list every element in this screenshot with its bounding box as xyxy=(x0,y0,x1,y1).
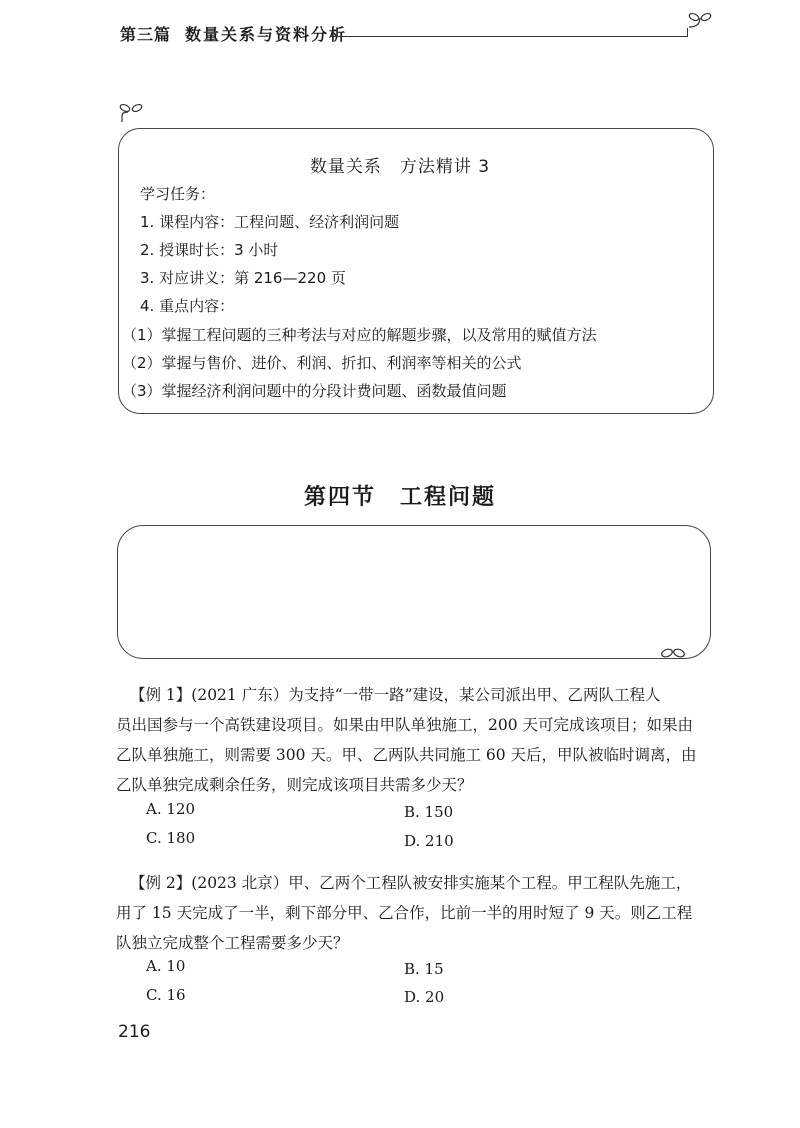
example-line: 【例 1】(2021 广东）为支持“一带一路”建设，某公司派出甲、乙两队工程人 xyxy=(130,686,661,704)
option-b: B. 150 xyxy=(404,803,454,821)
study-subitem: （3）掌握经济利润问题中的分段计费问题、函数最值问题 xyxy=(122,382,507,400)
header-chapter: 第三篇 xyxy=(120,25,172,44)
example-line: 员出国参与一个高铁建设项目。如果由甲队单独施工，200 天可完成该项目；如果由 xyxy=(116,716,694,734)
option-c: C. 180 xyxy=(146,829,196,847)
example-line: 【例 2】(2023 北京）甲、乙两个工程队被安排实施某个工程。甲工程队先施工， xyxy=(130,874,692,892)
study-item: 3. 对应讲义：第 216—220 页 xyxy=(140,269,346,287)
header-rule xyxy=(330,36,687,37)
sprout-icon xyxy=(688,10,714,30)
option-a: A. 10 xyxy=(146,957,186,975)
option-c: C. 16 xyxy=(146,986,186,1004)
study-title: 数量关系 方法精讲 3 xyxy=(309,157,491,177)
study-task-label: 学习任务： xyxy=(140,185,216,203)
notes-box xyxy=(117,525,711,659)
page-number: 216 xyxy=(118,1022,151,1042)
example-line: 乙队单独完成剩余任务，则完成该项目共需多少天？ xyxy=(116,776,473,794)
example-1-text xyxy=(116,680,716,800)
header-subtitle: 数量关系与资料分析 xyxy=(185,25,348,44)
section-title: 第四节 工程问题 xyxy=(303,484,496,510)
study-item: 4. 重点内容： xyxy=(140,297,235,315)
example-line: 队独立完成整个工程需要多少天？ xyxy=(116,934,349,952)
example-line: 用了 15 天完成了一半，剩下部分甲、乙合作，比前一半的用时短了 9 天。则乙工程 xyxy=(116,904,693,922)
example-2-text xyxy=(116,868,716,958)
option-b: B. 15 xyxy=(404,960,444,978)
study-item: 1. 课程内容：工程问题、经济利润问题 xyxy=(140,213,400,231)
option-d: D. 210 xyxy=(404,832,454,850)
sprout-icon xyxy=(660,644,688,662)
sprout-icon xyxy=(118,100,148,124)
option-a: A. 120 xyxy=(146,800,195,818)
study-subitem: （2）掌握与售价、进价、利润、折扣、利润率等相关的公式 xyxy=(122,354,522,372)
study-item: 2. 授课时长：3 小时 xyxy=(140,241,279,259)
option-d: D. 20 xyxy=(404,988,445,1006)
example-line: 乙队单独施工，则需要 300 天。甲、乙两队共同施工 60 天后，甲队被临时调离，由 xyxy=(116,746,697,764)
study-subitem: （1）掌握工程问题的三种考法与对应的解题步骤，以及常用的赋值方法 xyxy=(122,326,597,344)
